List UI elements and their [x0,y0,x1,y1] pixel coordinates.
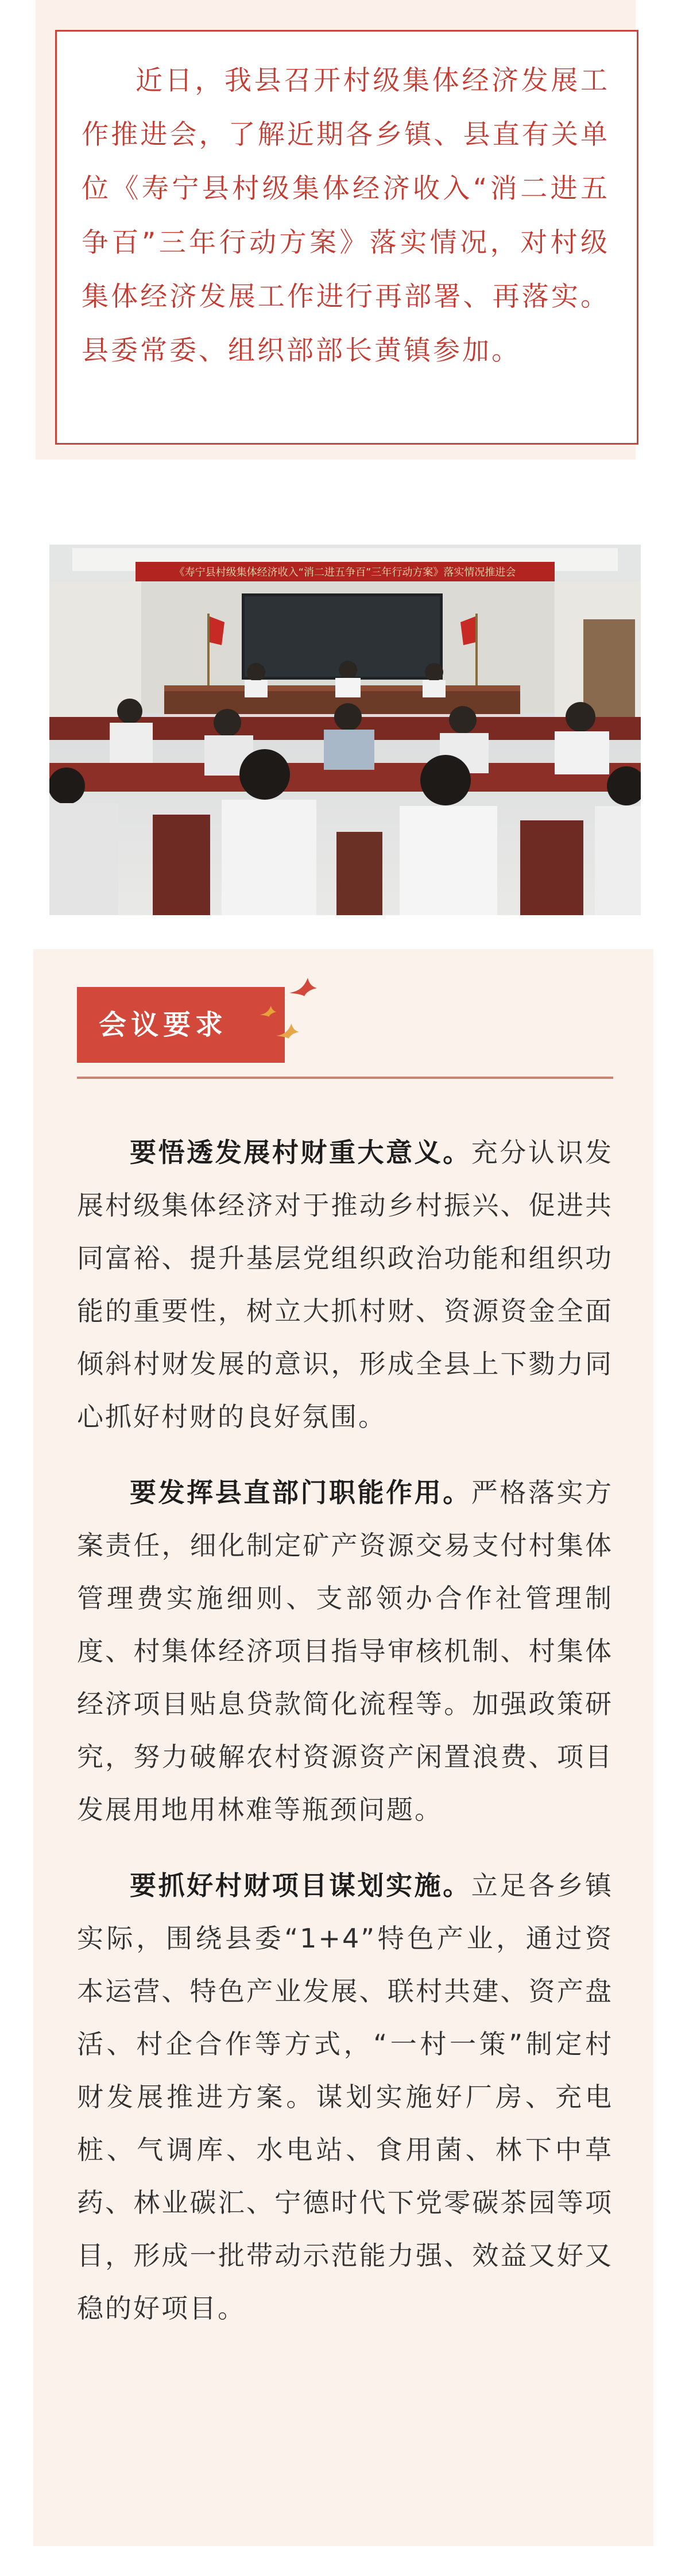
requirement-1-text: 充分认识发展村级集体经济对于推动乡村振兴、促进共同富裕、提升基层党组织政治功能和组织功能的重要性，树立大抓村财、资源资金全面倾斜村财发展的意识，形成全县上下勠力同心抓好村财的良好氛围。 [77,1137,613,1432]
photo-banner-text: 《寿宁县村级集体经济收入“消二进五争百”三年行动方案》落实情况推进会 [174,566,516,579]
intro-paragraph: 近日，我县召开村级集体经济发展工作推进会，了解近期各乡镇、县直有关单位《寿宁县村级集体经济收入“消二进五争百”三年行动方案》落实情况，对村级集体经济发展工作进行再部署、再落实。县委常委、组织部部长黄镇参加。 [82,65,610,367]
requirement-3-text: 立足各乡镇实际，围绕县委“1+4”特色产业，通过资本运营、特色产业发展、联村共建、资产盘活、村企合作等方式，“一村一策”制定村财发展推进方案。谋划实施好厂房、充电桩、气调库、水电站、食用菌、林下中草药、林业碳汇、宁德时代下党零碳茶园等项目，形成一批带动示范能力强、效益又好又稳的好项目。 [77,1870,613,2324]
requirements-body [77,1126,613,2358]
requirement-1-lead: 要悟透发展村财重大意义。 [130,1137,471,1168]
requirement-paragraph-3 [77,1859,613,2335]
requirements-title: 会议要求 [99,1009,228,1041]
requirement-2-text: 严格落实方案责任，细化制定矿产资源交易支付村集体管理费实施细则、支部领办合作社管理制度、村集体经济项目指导审核机制、村集体经济项目贴息贷款简化流程等。加强政策研究，努力破解农村资源资产闲置浪费、项目发展用地用林难等瓶颈问题。 [77,1477,613,1825]
meeting-photo-illustration [49,545,641,915]
dove-icon-secondary [274,1017,301,1043]
requirements-divider [77,1077,613,1079]
requirement-2-lead: 要发挥县直部门职能作用。 [130,1477,471,1508]
requirement-paragraph-2 [77,1466,613,1836]
requirement-3-lead: 要抓好村财项目谋划实施。 [130,1870,471,1901]
requirement-paragraph-1 [77,1126,613,1443]
dove-icon [287,970,319,1002]
intro-text [82,54,610,378]
meeting-photo [49,545,641,915]
